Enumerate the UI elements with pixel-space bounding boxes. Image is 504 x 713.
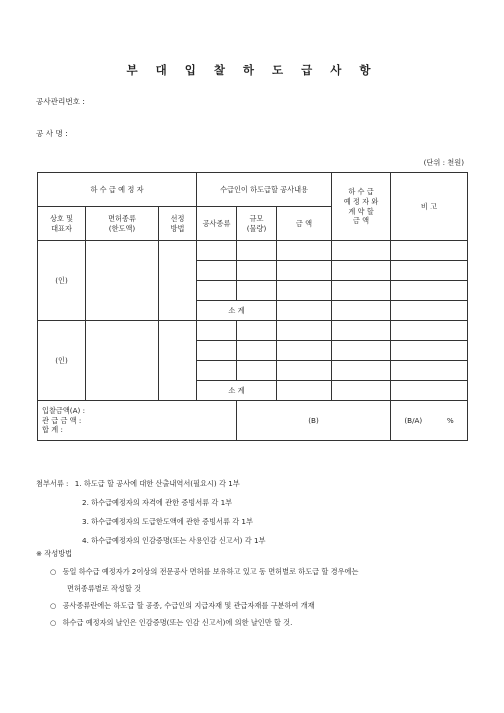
header-remarks: 비 고 <box>391 173 468 241</box>
table-cell[interactable] <box>391 301 468 321</box>
table-cell[interactable] <box>237 341 277 361</box>
subtotal-label: 소 계 <box>197 381 277 401</box>
ratio-cell <box>391 401 468 441</box>
header-contract-amount-l4: 금 액 <box>352 216 370 226</box>
table-cell[interactable] <box>197 361 237 381</box>
note-item <box>50 614 476 631</box>
bid-amount-label: 입찰금액(A) : <box>42 405 86 415</box>
header-contract-amount-l3: 계 약 할 <box>348 206 374 216</box>
table-cell[interactable] <box>277 361 332 381</box>
document-title: 부 대 입 찰 하 도 급 사 항 <box>126 63 378 77</box>
attachments-label: 첨부서류 : <box>36 479 69 488</box>
col-select-l1: 선정 <box>170 213 185 223</box>
attachment-item: 4. 하수급예정자의 인감증명(또는 사용인감 신고서) 각 1부 <box>82 536 266 545</box>
header-prospective: 하 수 급 예 정 자 <box>38 173 197 207</box>
table-cell[interactable] <box>332 301 391 321</box>
col-name-l1: 상호 및 <box>49 213 74 223</box>
col-name-l2: 대표자 <box>51 223 72 233</box>
col-scale-l2: (물량) <box>246 223 267 233</box>
attachment-item: 2. 하수급예정자의 자격에 관한 증빙서류 각 1부 <box>82 498 233 507</box>
unit-label: (단위 : 천원) <box>423 158 464 167</box>
total-label: 합 계 : <box>42 425 63 435</box>
note-text: 하수급 예정자의 날인은 인감증명(또는 인감 신고서)에 의한 날인만 할 것. <box>62 618 293 627</box>
table-cell[interactable] <box>197 241 237 261</box>
seal-cell: (인) <box>38 241 86 321</box>
header-contract-amount-l1: 하 수 급 <box>348 187 374 197</box>
table-cell[interactable] <box>237 241 277 261</box>
table-cell[interactable] <box>391 281 468 301</box>
col-scale <box>237 207 277 241</box>
col-license-l1: 면허종류 <box>108 213 136 223</box>
table-cell[interactable] <box>391 321 468 341</box>
mgmt-no-label: 공사관리번호 : <box>36 97 85 106</box>
table-cell[interactable] <box>332 241 391 261</box>
table-cell[interactable] <box>277 281 332 301</box>
note-text: 공사종류란에는 하도급 할 공종, 수급인의 지급자재 및 관급자재를 구분하여 개재 <box>62 601 315 610</box>
table-cell[interactable] <box>237 281 277 301</box>
totals-labels <box>38 401 237 441</box>
table-cell[interactable] <box>391 341 468 361</box>
attachments <box>36 474 266 550</box>
table-cell[interactable] <box>391 381 468 401</box>
table-cell[interactable] <box>237 261 277 281</box>
percent-label: % <box>446 415 454 425</box>
official-amount-label: 관 급 금 액 : <box>42 415 82 425</box>
table-cell[interactable] <box>332 321 391 341</box>
table-cell[interactable] <box>237 361 277 381</box>
header-subcontract: 수급인이 하도급할 공사내용 <box>197 173 332 207</box>
header-contract-amount-l2: 예 정 자 와 <box>343 196 379 206</box>
table-cell[interactable] <box>277 321 332 341</box>
note-item <box>50 563 476 580</box>
note-continuation: 면허종류별로 작성할 것 <box>67 584 142 593</box>
table-cell[interactable] <box>277 241 332 261</box>
select-cell[interactable] <box>159 321 197 401</box>
writing-notes <box>36 549 476 631</box>
table-cell[interactable] <box>391 261 468 281</box>
note-text: 동일 하수급 예정자가 2이상의 전문공사 면허를 보유하고 있고 동 면허별로 하도급 할 경우에는 <box>62 567 359 576</box>
col-select <box>159 207 197 241</box>
table-cell[interactable] <box>277 261 332 281</box>
table-cell[interactable] <box>277 301 332 321</box>
attachment-item: 3. 하수급예정자의 도급한도액에 관한 증빙서류 각 1부 <box>82 517 253 526</box>
table-cell[interactable] <box>197 321 237 341</box>
table-cell[interactable] <box>197 341 237 361</box>
subtotal-label: 소 계 <box>197 301 277 321</box>
b-cell: (B) <box>237 401 391 441</box>
table-cell[interactable] <box>277 341 332 361</box>
table-cell[interactable] <box>277 381 332 401</box>
license-cell[interactable] <box>86 321 159 401</box>
notes-heading: ※ 작성방법 <box>36 549 73 558</box>
bullet-icon: ○ <box>50 618 57 627</box>
seal-cell: (인) <box>38 321 86 401</box>
table-cell[interactable] <box>332 381 391 401</box>
table-cell[interactable] <box>197 261 237 281</box>
attachment-row <box>36 474 266 493</box>
table-cell[interactable] <box>332 361 391 381</box>
table-cell[interactable] <box>332 281 391 301</box>
col-license <box>86 207 159 241</box>
note-item <box>50 597 476 614</box>
col-license-l2: (한도액) <box>108 223 136 233</box>
table-cell[interactable] <box>391 241 468 261</box>
license-cell[interactable] <box>86 241 159 321</box>
table-cell[interactable] <box>332 261 391 281</box>
table-cell[interactable] <box>237 321 277 341</box>
col-amount: 금 액 <box>277 207 332 241</box>
project-name-label: 공 사 명 : <box>36 129 68 138</box>
subcontract-table <box>37 172 468 441</box>
bullet-icon: ○ <box>50 601 57 610</box>
bullet-icon: ○ <box>50 567 57 576</box>
table-cell[interactable] <box>332 341 391 361</box>
col-scale-l1: 규모 <box>249 213 264 223</box>
attachment-item: 1. 하도급 할 공사에 대한 산출내역서(필요시) 각 1부 <box>74 479 240 488</box>
table-cell[interactable] <box>197 281 237 301</box>
select-cell[interactable] <box>159 241 197 321</box>
ratio-label: (B/A) <box>404 415 423 425</box>
col-work-type: 공사종류 <box>197 207 237 241</box>
col-name <box>38 207 86 241</box>
header-contract-amount <box>332 173 391 241</box>
col-select-l2: 방법 <box>170 223 185 233</box>
table-cell[interactable] <box>391 361 468 381</box>
